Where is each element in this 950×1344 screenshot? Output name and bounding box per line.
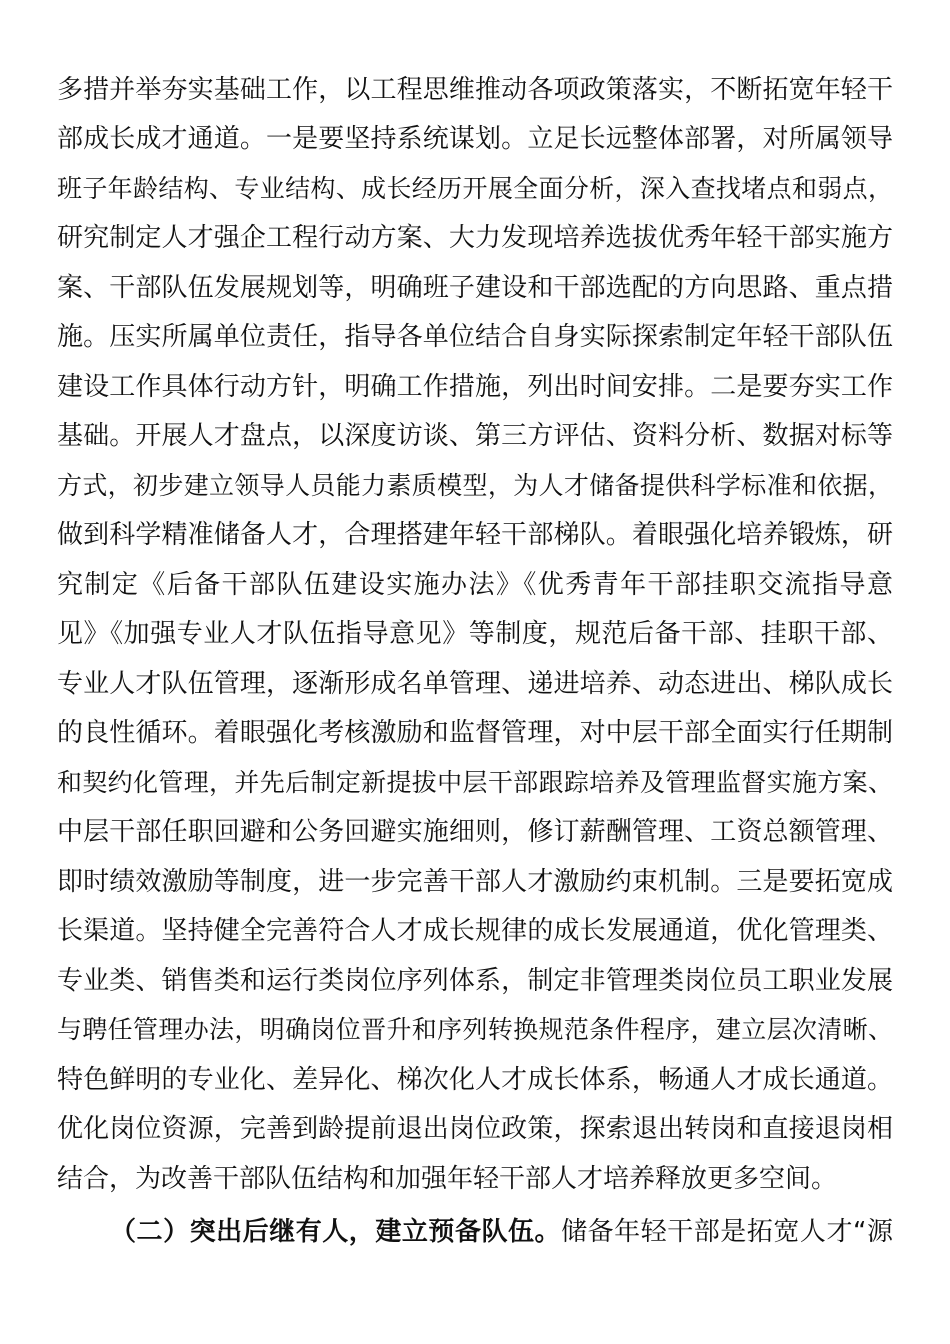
text-line: 即时绩效激励等制度，进一步完善干部人才激励约束机制。三是要拓宽成 xyxy=(57,867,893,897)
text-line: 案、干部队伍发展规划等，明确班子建设和干部选配的方向思路、重点措 xyxy=(57,273,893,303)
text-line: 施。压实所属单位责任，指导各单位结合自身实际探索制定年轻干部队伍 xyxy=(57,322,893,352)
text-line: 建设工作具体行动方针，明确工作措施，列出时间安排。二是要夯实工作 xyxy=(57,372,893,402)
text-line: 长渠道。坚持健全完善符合人才成长规律的成长发展通道，优化管理类、 xyxy=(57,916,893,946)
text-line: 特色鲜明的专业化、差异化、梯次化人才成长体系，畅通人才成长通道。 xyxy=(57,1065,893,1095)
text-line: 做到科学精准储备人才，合理搭建年轻干部梯队。着眼强化培养锻炼，研 xyxy=(57,520,893,550)
section-text: 储备年轻干部是拓宽人才“源 xyxy=(561,1217,893,1247)
text-line: 和契约化管理，并先后制定新提拔中层干部跟踪培养及管理监督实施方案、 xyxy=(57,768,893,797)
text-line: 优化岗位资源，完善到龄提前退出岗位政策，探索退出转岗和直接退岗相 xyxy=(57,1114,893,1144)
text-line: 班子年龄结构、专业结构、成长经历开展全面分析，深入查找堵点和弱点， xyxy=(57,174,893,203)
text-line: 中层干部任职回避和公务回避实施细则，修订薪酬管理、工资总额管理、 xyxy=(57,817,893,847)
text-line: 专业人才队伍管理，逐渐形成名单管理、递进培养、动态进出、梯队成长 xyxy=(57,669,893,699)
text-line: 的良性循环。着眼强化考核激励和监督管理，对中层干部全面实行任期制 xyxy=(57,718,893,748)
text-line: 部成长成才通道。一是要坚持系统谋划。立足长远整体部署，对所属领导 xyxy=(57,124,893,154)
text-line: 基础。开展人才盘点，以深度访谈、第三方评估、资料分析、数据对标等 xyxy=(57,421,893,451)
text-line: 专业类、销售类和运行类岗位序列体系，制定非管理类岗位员工职业发展 xyxy=(57,966,893,996)
text-line: 方式，初步建立领导人员能力素质模型，为人才储备提供科学标准和依据， xyxy=(57,471,893,500)
text-line: 结合，为改善干部队伍结构和加强年轻干部人才培养释放更多空间。 xyxy=(57,1164,838,1194)
text-line: 研究制定人才强企工程行动方案、大力发现培养选拔优秀年轻干部实施方 xyxy=(57,223,893,253)
text-line: 见》《加强专业人才队伍指导意见》等制度，规范后备干部、挂职干部、 xyxy=(57,619,893,649)
text-line: 究制定《后备干部队伍建设实施办法》《优秀青年干部挂职交流指导意 xyxy=(57,570,893,600)
section-heading: （二）突出后继有人，建立预备队伍。 xyxy=(110,1217,562,1247)
text-line: 多措并举夯实基础工作，以工程思维推动各项政策落实，不断拓宽年轻干 xyxy=(57,75,893,105)
section-paragraph xyxy=(110,1207,893,1257)
text-line: 与聘任管理办法，明确岗位晋升和序列转换规范条件程序，建立层次清晰、 xyxy=(57,1015,893,1044)
